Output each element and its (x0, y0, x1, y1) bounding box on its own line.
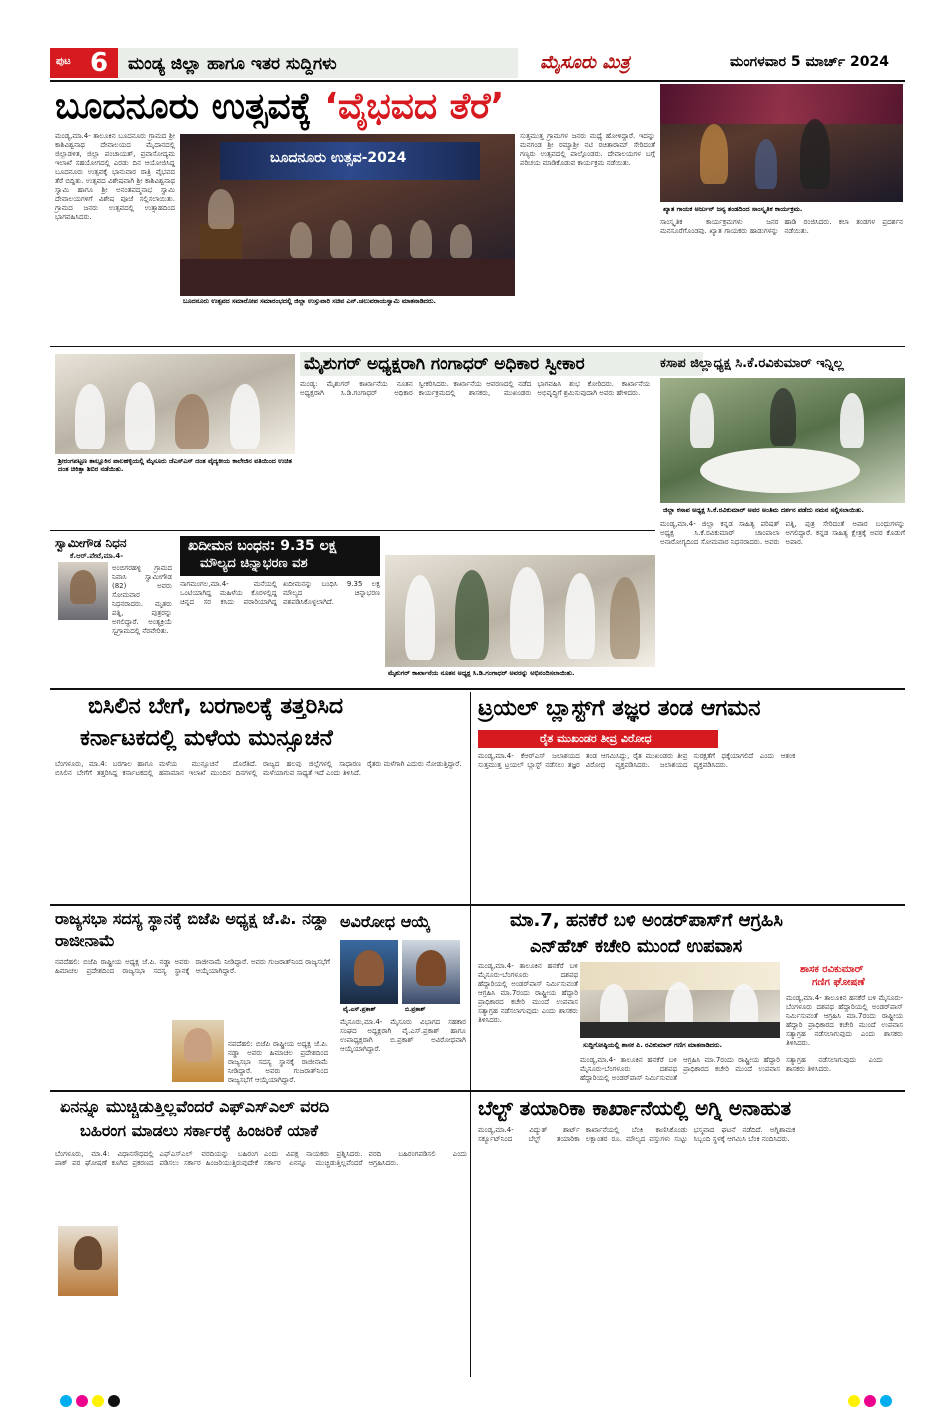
unopposed-photo-left (340, 940, 398, 1004)
kasapa-headline: ಕಸಾಪ ಜಿಲ್ಲಾಧ್ಯಕ್ಷ ಸಿ.ಕೆ.ರವಿಕುಮಾರ್ ಇನ್ನಿಲ್ಲ (660, 356, 844, 371)
fsl-headline-line1: ಏನನ್ನೂ ಮುಚ್ಚಿಡುತ್ತಿಲ್ಲವೆಂದರೆ ಎಫ್‌ಎಸ್‌ಎಲ್ ವರದಿ (60, 1097, 330, 1116)
registration-mark (880, 1395, 892, 1407)
underpass-side-text: ಮಂಡ್ಯ,ಮಾ.4- ತಾಲೂಕಿನ ಹನಕೆರೆ ಬಳಿ ಮೈಸೂರು-ಬೆಂಗಳೂರು ದಶಪಥ ಹೆದ್ದಾರಿಯಲ್ಲಿ ಅಂಡರ್‌ಪಾಸ್ ನಿರ್ಮಿಸುವಂತೆ ಆಗ್ರಹಿಸಿ ಮಾ.7ರಂದು ರಾಷ್ಟ್ರೀಯ ಹೆದ್ದಾರಿ ಪ್ರಾಧಿಕಾರದ ಕಚೇರಿ ಮುಂದೆ ಉಪವಾಸ ಸತ್ಯಾಗ್ರಹ ನಡೆಸಲಾಗುವುದು ಎಂದು ಶಾಸಕರು ತಿಳಿಸಿದರು. (786, 994, 903, 1047)
registration-mark (848, 1395, 860, 1407)
trial-headline: ಟ್ರಯಲ್ ಬ್ಲಾಸ್ಟ್‌ಗೆ ತಜ್ಞರ ತಂಡ ಆಗಮನ (478, 696, 761, 721)
lead-photo-caption: ಬೂದನೂರು ಉತ್ಸವದ ಸಮಾರೋಪ ಸಮಾರಂಭದಲ್ಲಿ ಜಿಲ್ಲಾ ಉಸ್ತುವಾರಿ ಸಚಿವ ಎನ್.ಚಲುವರಾಯಸ್ವಾಮಿ ಮಾತನಾಡಿದರು. (180, 296, 515, 306)
fire-headline: ಬೆಲ್ಟ್ ತಯಾರಿಕಾ ಕಾರ್ಖಾನೆಯಲ್ಲಿ ಅಗ್ನಿ ಅನಾಹುತ (478, 1096, 792, 1120)
stage-floor (180, 259, 515, 296)
fsl-text: ಬೆಂಗಳೂರು, ಮಾ.4: ವಿಧಾನಸೌಧದಲ್ಲಿ ಪಾಕ್ ಪರ ಘೋಷಣೆ ಕೂಗಿದ ಪ್ರಕರಣದ ಎಫ್‌ಎಸ್‌ಎಲ್ ವರದಿಯನ್ನು ಬಹಿರಂಗ ಪಡಿಸಲು ಸರ್ಕಾರ ಹಿಂಜರಿಯುತ್ತಿರುವುದೇಕೆ ಎಂದು ವಿಪಕ್ಷ ನಾಯಕರು ಪ್ರಶ್ನಿಸಿದರು. ಸರ್ಕಾರ ಏನನ್ನೂ ಮುಚ್ಚಿಡುತ್ತಿಲ್ಲವೆಂದರೆ ವರದಿ ಬಹಿರಂಗಪಡಿಸಲಿ ಎಂದು ಆಗ್ರಹಿಸಿದರು. (55, 1150, 467, 1167)
mysugar-photo-caption: ಮೈಶುಗರ್ ಕಾರ್ಖಾನೆಯ ನೂತನ ಅಧ್ಯಕ್ಷ ಸಿ.ಡಿ.ಗಂಗಾಧರ್ ಅವರನ್ನು ಅಭಿನಂದಿಸಲಾಯಿತು. (385, 668, 655, 678)
registration-mark (92, 1395, 104, 1407)
rule-5 (50, 1090, 470, 1092)
obit-headline: ಸ್ವಾಮೀಗೌಡ ನಿಧನ (55, 536, 127, 550)
theft-headline-line2: ಮೌಲ್ಯದ ಚಿನ್ನಾಭರಣ ವಶ (200, 556, 308, 571)
rule-v3 (470, 1092, 471, 1377)
dental-camp-caption: ಶ್ರೀರಂಗಪಟ್ಟಣ ತಾಲ್ಲೂಕಿನ ಪಾಲಹಳ್ಳಿಯಲ್ಲಿ ಮೈಸೂರು ಜೆಎಸ್‌ಎಸ್ ದಂತ ವೈದ್ಯಕೀಯ ಕಾಲೇಜಿನ ವತಿಯಿಂದ ಉಚಿತ ದಂತ ಚಿಕಿತ್ಸಾ ಶಿಬಿರ ನಡೆಯಿತು. (55, 456, 295, 474)
trial-text: ಮಂಡ್ಯ,ಮಾ.4- ಕೆಆರ್‌ಎಸ್ ಜಲಾಶಯದ ಸುತ್ತಮುತ್ತ ಟ್ರಯಲ್ ಬ್ಲಾಸ್ಟ್ ನಡೆಸಲು ತಜ್ಞರ ತಂಡ ಆಗಮಿಸಿದ್ದು, ರೈತ ಮುಖಂಡರು ತೀವ್ರ ವಿರೋಧ ವ್ಯಕ್ತಪಡಿಸಿದರು. ಜಲಾಶಯದ ಸುರಕ್ಷತೆಗೆ ಧಕ್ಕೆಯಾಗಲಿದೆ ಎಂದು ಆತಂಕ ವ್ಯಕ್ತಪಡಿಸಿದರು. (478, 752, 796, 769)
rain-text: ಬೆಂಗಳೂರು, ಮಾ.4: ಬರಗಾಲ ಹಾಗೂ ಬಿಸಿಲಿನ ಬೇಗೆಗೆ ತತ್ತರಿಸಿದ್ದ ಕರ್ನಾಟಕದಲ್ಲಿ ಮಳೆಯ ಮುನ್ಸೂಚನೆ ದೊರೆತಿದೆ. ಹವಾಮಾನ ಇಲಾಖೆ ಮುಂದಿನ ದಿನಗಳಲ್ಲಿ ರಾಜ್ಯದ ಹಲವು ಜಿಲ್ಲೆಗಳಲ್ಲಿ ಸಾಧಾರಣ ಮಳೆಯಾಗುವ ಸಾಧ್ಯತೆ ಇದೆ ಎಂದು ತಿಳಿಸಿದೆ. ರೈತರು ಮಳೆಗಾಗಿ ಎದುರು ನೋಡುತ್ತಿದ್ದಾರೆ. (55, 760, 462, 777)
theft-headline-line1: ಖದೀಮನ ಬಂಧನ: 9.35 ಲಕ್ಷ (188, 538, 337, 554)
underpass-side-head-line1: ಶಾಸಕ ರವಿಕುಮಾರ್ (800, 964, 864, 975)
fsl-headline-line2: ಬಹಿರಂಗ ಮಾಡಲು ಸರ್ಕಾರಕ್ಕೆ ಹಿಂಜರಿಕೆ ಯಾಕೆ (80, 1121, 319, 1140)
underpass-photo (580, 962, 780, 1038)
nadda-text: ನವದೆಹಲಿ: ಬಿಜೆಪಿ ರಾಷ್ಟ್ರೀಯ ಅಧ್ಯಕ್ಷ ಜೆ.ಪಿ. ನಡ್ಡಾ ಅವರು ಹಿಮಾಚಲ ಪ್ರದೇಶದಿಂದ ರಾಜ್ಯಸಭಾ ಸದಸ್ಯ ಸ್ಥಾನಕ್ಕೆ ರಾಜೀನಾಮೆ ನೀಡಿದ್ದಾರೆ. ಅವರು ಗುಜರಾತ್‌ನಿಂದ ರಾಜ್ಯಸಭೆಗೆ ಆಯ್ಕೆಯಾಗಿದ್ದಾರೆ. (55, 958, 330, 975)
obit-photo (58, 562, 108, 620)
kasapa-photo (660, 378, 905, 503)
stage-banner-text: ಬೂದನೂರು ಉತ್ಸವ-2024 (270, 150, 407, 166)
registration-mark (76, 1395, 88, 1407)
nadda-headline: ರಾಜ್ಯಸಭಾ ಸದಸ್ಯ ಸ್ಥಾನಕ್ಕೆ ಬಿಜೆಪಿ ಅಧ್ಯಕ್ಷ ಜೆ.ಪಿ. ನಡ್ಡಾ ರಾಜೀನಾಮೆ (55, 909, 329, 950)
paper-name: ಮೈಸೂರು ಮಿತ್ರ (540, 52, 630, 73)
page-word: ಪುಟ (56, 56, 71, 67)
unopposed-photo-right (402, 940, 460, 1004)
rule-2 (50, 530, 655, 531)
obit-text: ಅಂಬಿಗರಹಳ್ಳಿ ಗ್ರಾಮದ ನಿವಾಸಿ ಸ್ವಾಮೀಗೌಡ (82) ಅವರು ಸೋಮವಾರ ನಿಧನರಾದರು. ಮೃತರು ಪತ್ನಿ, ಪುತ್ರರನ್ನು ಅಗಲಿದ್ದಾರೆ. ಅಂತ್ಯಕ್ರಿಯೆ ಸ್ವಗ್ರಾಮದಲ್ಲಿ ನೆರವೇರಿತು. (112, 564, 172, 635)
dental-camp-photo (55, 354, 295, 454)
underpass-headline-line2: ಎನ್‌ಹೆಚ್ ಕಚೇರಿ ಮುಂದೆ ಉಪವಾಸ (530, 936, 743, 957)
nadda-text-lower: ನವದೆಹಲಿ: ಬಿಜೆಪಿ ರಾಷ್ಟ್ರೀಯ ಅಧ್ಯಕ್ಷ ಜೆ.ಪಿ. ನಡ್ಡಾ ಅವರು ಹಿಮಾಚಲ ಪ್ರದೇಶದಿಂದ ರಾಜ್ಯಸಭಾ ಸದಸ್ಯ ಸ್ಥಾನಕ್ಕೆ ರಾಜೀನಾಮೆ ನೀಡಿದ್ದಾರೆ. ಅವರು ಗುಜರಾತ್‌ನಿಂದ ರಾಜ್ಯಸಭೆಗೆ ಆಯ್ಕೆಯಾಗಿದ್ದಾರೆ. (228, 1040, 328, 1084)
masthead-rule (50, 80, 905, 82)
registration-mark (108, 1395, 120, 1407)
registration-mark (864, 1395, 876, 1407)
page-number: 6 (90, 48, 109, 78)
mysugar-headline: ಮೈಶುಗರ್ ಅಧ್ಯಕ್ಷರಾಗಿ ಗಂಗಾಧರ್ ಅಧಿಕಾರ ಸ್ವೀಕಾರ (300, 352, 703, 376)
mysugar-text: ಮಂಡ್ಯ: ಮೈಶುಗರ್ ಕಾರ್ಖಾನೆಯ ನೂತನ ಅಧ್ಯಕ್ಷರಾಗಿ ಸಿ.ಡಿ.ಗಂಗಾಧರ್ ಅಧಿಕಾರ ಸ್ವೀಕರಿಸಿದರು. ಕಾರ್ಖಾನೆಯ ಆವರಣದಲ್ಲಿ ನಡೆದ ಕಾರ್ಯಕ್ರಮದಲ್ಲಿ ಶಾಸಕರು, ಮುಖಂಡರು ಭಾಗವಹಿಸಿ ಶುಭ ಕೋರಿದರು. ಕಾರ್ಖಾನೆಯ ಅಭಿವೃದ್ಧಿಗೆ ಶ್ರಮಿಸುವುದಾಗಿ ಅವರು ಹೇಳಿದರು. (300, 380, 650, 397)
rain-headline-line1: ಬಿಸಿಲಿನ ಬೇಗೆ, ಬರಗಾಲಕ್ಕೆ ತತ್ತರಿಸಿದ (88, 694, 344, 719)
registration-mark (60, 1395, 72, 1407)
mysugar-photo (385, 555, 655, 667)
trial-subhead: ರೈತ ಮುಖಂಡರ ತೀವ್ರ ವಿರೋಧ (540, 732, 652, 745)
underpass-text-lower: ಮಂಡ್ಯ,ಮಾ.4- ತಾಲೂಕಿನ ಹನಕೆರೆ ಬಳಿ ಮೈಸೂರು-ಬೆಂಗಳೂರು ದಶಪಥ ಹೆದ್ದಾರಿಯಲ್ಲಿ ಅಂಡರ್‌ಪಾಸ್ ನಿರ್ಮಿಸುವಂತೆ ಆಗ್ರಹಿಸಿ ಮಾ.7ರಂದು ರಾಷ್ಟ್ರೀಯ ಹೆದ್ದಾರಿ ಪ್ರಾಧಿಕಾರದ ಕಚೇರಿ ಮುಂದೆ ಉಪವಾಸ ಸತ್ಯಾಗ್ರಹ ನಡೆಸಲಾಗುವುದು ಎಂದು ಶಾಸಕರು ತಿಳಿಸಿದರು. (580, 1056, 883, 1082)
nadda-photo (172, 1020, 224, 1082)
unopposed-name-right: ಬಿ.ಪ್ರಕಾಶ್ (402, 1005, 460, 1015)
unopposed-text: ಮೈಸೂರು,ಮಾ.4- ಮೈಸೂರು ವಿಭಾಗದ ಸಹಕಾರ ಸಂಘದ ಅಧ್ಯಕ್ಷರಾಗಿ ವೈ.ಎಸ್.ಪ್ರಕಾಶ್ ಹಾಗೂ ಉಪಾಧ್ಯಕ್ಷರಾಗಿ ಬಿ.ಪ್ರಕಾಶ್ ಅವಿರೋಧವಾಗಿ ಆಯ್ಕೆಯಾಗಿದ್ದಾರೆ. (340, 1018, 466, 1053)
rain-headline-line2: ಕರ್ನಾಟಕದಲ್ಲಿ ಮಳೆಯ ಮುನ್ಸೂಚನೆ (80, 726, 333, 751)
kasapa-photo-caption: ಜಿಲ್ಲಾ ಕಸಾಪ ಅಧ್ಯಕ್ಷ ಸಿ.ಕೆ.ರವಿಕುಮಾರ್ ಅವರ ಅಂತಿಮ ದರ್ಶನ ಪಡೆದು ನಮನ ಸಲ್ಲಿಸಲಾಯಿತು. (660, 505, 905, 515)
lead-text-col2: ಸುತ್ತಮುತ್ತ ಗ್ರಾಮಗಳ ಜನರು ಮಧ್ಯೆ ಹೋಳಿದ್ದಾರೆ. ಇದನ್ನು ಮನಗಂಡ ಶ್ರೀ ರಮ್ಯಾಶ್ರೀ ನಟಿ ರಚಿತಾರಾಮ್ ಸೇರಿದಂತೆ ಗಣ್ಯರು ಉತ್ಸವದಲ್ಲಿ ಪಾಲ್ಗೊಂಡರು. ದೇವಾಲಯಗಳ ಬಗ್ಗೆ ಪರಿಚಯ ಮಾಡಿಕೊಡುವ ಕಾರ್ಯಕ್ರಮ ನಡೆಯಿತು. (520, 132, 655, 167)
rule-v2 (470, 906, 471, 1091)
lead-headline-part1: ಬೂದನೂರು ಉತ್ಸವಕ್ಕೆ (55, 86, 325, 127)
theft-text: ನಾಗಮಂಗಲ,ಮಾ.4- ಮನೆಯಲ್ಲಿ ಒಂಟಿಯಾಗಿದ್ದ ಮಹಿಳೆಯ ಕೊರಳಲ್ಲಿದ್ದ ಚಿನ್ನದ ಸರ ಕಸಿದು ಪರಾರಿಯಾಗಿದ್ದ ಖದೀಮನನ್ನು ಬಂಧಿಸಿ 9.35 ಲಕ್ಷ ಮೌಲ್ಯದ ಚಿನ್ನಾಭರಣ ವಶಪಡಿಸಿಕೊಳ್ಳಲಾಗಿದೆ. (180, 580, 380, 606)
rule-4 (50, 904, 905, 906)
lead-headline-quote: ‘ವೈಭವದ ತೆರೆ’ (324, 86, 505, 127)
masthead-date: ಮಂಗಳವಾರ 5 ಮಾರ್ಚ್ 2024 (730, 54, 889, 70)
kasapa-text: ಮಂಡ್ಯ,ಮಾ.4- ಜಿಲ್ಲಾ ಕನ್ನಡ ಸಾಹಿತ್ಯ ಪರಿಷತ್ ಅಧ್ಯಕ್ಷ ಸಿ.ಕೆ.ರವಿಕುಮಾರ್ ಚಾಂಪಾಲಾ ಅನಾರೋಗ್ಯದಿಂದ ಸೋಮವಾರ ನಿಧನರಾದರು. ಅವರು ಪತ್ನಿ, ಪುತ್ರ ಸೇರಿದಂತೆ ಅಪಾರ ಬಂಧುಗಳನ್ನು ಅಗಲಿದ್ದಾರೆ. ಕನ್ನಡ ಸಾಹಿತ್ಯ ಕ್ಷೇತ್ರಕ್ಕೆ ಅವರ ಕೊಡುಗೆ ಅಪಾರ. (660, 520, 905, 546)
unopposed-headline: ಅವಿರೋಧ ಆಯ್ಕೆ (340, 912, 431, 931)
obit-dateline: ಕೆ.ಆರ್.ಪೇಟೆ,ಮಾ.4- (70, 552, 124, 560)
section-title: ಮಂಡ್ಯ ಜಿಲ್ಲಾ ಹಾಗೂ ಇತರ ಸುದ್ದಿಗಳು (128, 54, 337, 74)
unopposed-name-left: ವೈ.ಎಸ್.ಪ್ರಕಾಶ್ (340, 1005, 398, 1015)
lead-photo (180, 134, 515, 296)
underpass-photo-caption: ಸುದ್ದಿಗೋಷ್ಠಿಯಲ್ಲಿ ಶಾಸಕ ಪಿ. ರವಿಕುಮಾರ್ ಗಣಿಗ ಮಾತನಾಡಿದರು. (580, 1040, 780, 1050)
underpass-headline-line1: ಮಾ.7, ಹನಕೆರೆ ಬಳಿ ಅಂಡರ್‌ಪಾಸ್‌ಗೆ ಆಗ್ರಹಿಸಿ (510, 910, 783, 931)
lead-text-col3: ಸಾಂಸ್ಕೃತಿಕ ಕಾರ್ಯಕ್ರಮಗಳು ಜನರ ಮನಸೂರೆಗೊಂಡವು. ಖ್ಯಾತ ಗಾಯಕರು ಹಾಡುಗಳನ್ನು ಹಾಡಿ ರಂಜಿಸಿದರು. ಕಲಾ ತಂಡಗಳ ಪ್ರದರ್ಶನ ನಡೆಯಿತು. (660, 218, 903, 235)
concert-photo (660, 84, 903, 202)
lead-headline (55, 84, 504, 130)
fire-text: ಮಂಡ್ಯ,ಮಾ.4- ವಿದ್ಯುತ್ ಶಾರ್ಟ್ ಸರ್ಕ್ಯೂಟ್‌ನಿಂದ ಬೆಲ್ಟ್ ತಯಾರಿಕಾ ಕಾರ್ಖಾನೆಯಲ್ಲಿ ಬೆಂಕಿ ಕಾಣಿಸಿಕೊಂಡು ಲಕ್ಷಾಂತರ ರೂ. ಮೌಲ್ಯದ ವಸ್ತುಗಳು ಸುಟ್ಟು ಭಸ್ಮವಾದ ಘಟನೆ ನಡೆದಿದೆ. ಅಗ್ನಿಶಾಮಕ ಸಿಬ್ಬಂದಿ ಸ್ಥಳಕ್ಕೆ ಆಗಮಿಸಿ ಬೆಂಕಿ ನಂದಿಸಿದರು. (478, 1126, 796, 1143)
masthead (50, 48, 905, 78)
rule-6 (470, 1090, 905, 1092)
underpass-text: ಮಂಡ್ಯ,ಮಾ.4- ತಾಲೂಕಿನ ಹನಕೆರೆ ಬಳಿ ಮೈಸೂರು-ಬೆಂಗಳೂರು ದಶಪಥ ಹೆದ್ದಾರಿಯಲ್ಲಿ ಅಂಡರ್‌ಪಾಸ್ ನಿರ್ಮಿಸುವಂತೆ ಆಗ್ರಹಿಸಿ ಮಾ.7ರಂದು ರಾಷ್ಟ್ರೀಯ ಹೆದ್ದಾರಿ ಪ್ರಾಧಿಕಾರದ ಕಚೇರಿ ಮುಂದೆ ಉಪವಾಸ ಸತ್ಯಾಗ್ರಹ ನಡೆಸಲಾಗುವುದು ಎಂದು ಶಾಸಕರು ತಿಳಿಸಿದರು. (478, 962, 578, 1024)
lead-text-col1: ಮಂಡ್ಯ,ಮಾ.4- ತಾಲೂಕಿನ ಬೂದನೂರು ಗ್ರಾಮದ ಶ್ರೀ ಕಾಶಿವಿಶ್ವನಾಥ ದೇವಾಲಯದ ಮೈದಾನದಲ್ಲಿ ಜಿಲ್ಲಾಡಳಿತ, ಜಿಲ್ಲಾ ಪಂಚಾಯತ್, ಪ್ರವಾಸೋದ್ಯಮ ಇಲಾಖೆ ಸಹಯೋಗದಲ್ಲಿ ಎರಡು ದಿನ ಆಯೋಜಿಸಿದ್ದ ಬೂದನೂರು ಉತ್ಸವಕ್ಕೆ ಭಾನುವಾರ ರಾತ್ರಿ ವೈಭವದ ತೆರೆ ಬಿದ್ದಿತು. ಉತ್ಸವದ ವಿಶೇಷವಾಗಿ ಶ್ರೀ ಕಾಶಿವಿಶ್ವನಾಥ ಸ್ವಾಮಿ ಹಾಗೂ ಶ್ರೀ ಅನಂತಪದ್ಮನಾಭ ಸ್ವಾಮಿ ದೇವಾಲಯಗಳಿಗೆ ವಿಶೇಷ ಪೂಜೆ ಸಲ್ಲಿಸಲಾಯಿತು. ಗ್ರಾಮದ ಜನರು ಉತ್ಸವದಲ್ಲಿ ಉತ್ಸಾಹದಿಂದ ಭಾಗವಹಿಸಿದರು. (55, 132, 175, 221)
rule-1 (50, 346, 905, 347)
rule-3 (50, 688, 905, 690)
rule-v1 (470, 692, 471, 904)
underpass-side-head-line2: ಗಣಿಗ ಘೋಷಣೆ (812, 977, 865, 988)
concert-photo-caption: ಖ್ಯಾತ ಗಾಯಕ ಅರ್ಜುನ್ ಜನ್ಯ ತಂಡದಿಂದ ಸಾಂಸ್ಕೃತಿಕ ಕಾರ್ಯಕ್ರಮ. (660, 204, 903, 214)
